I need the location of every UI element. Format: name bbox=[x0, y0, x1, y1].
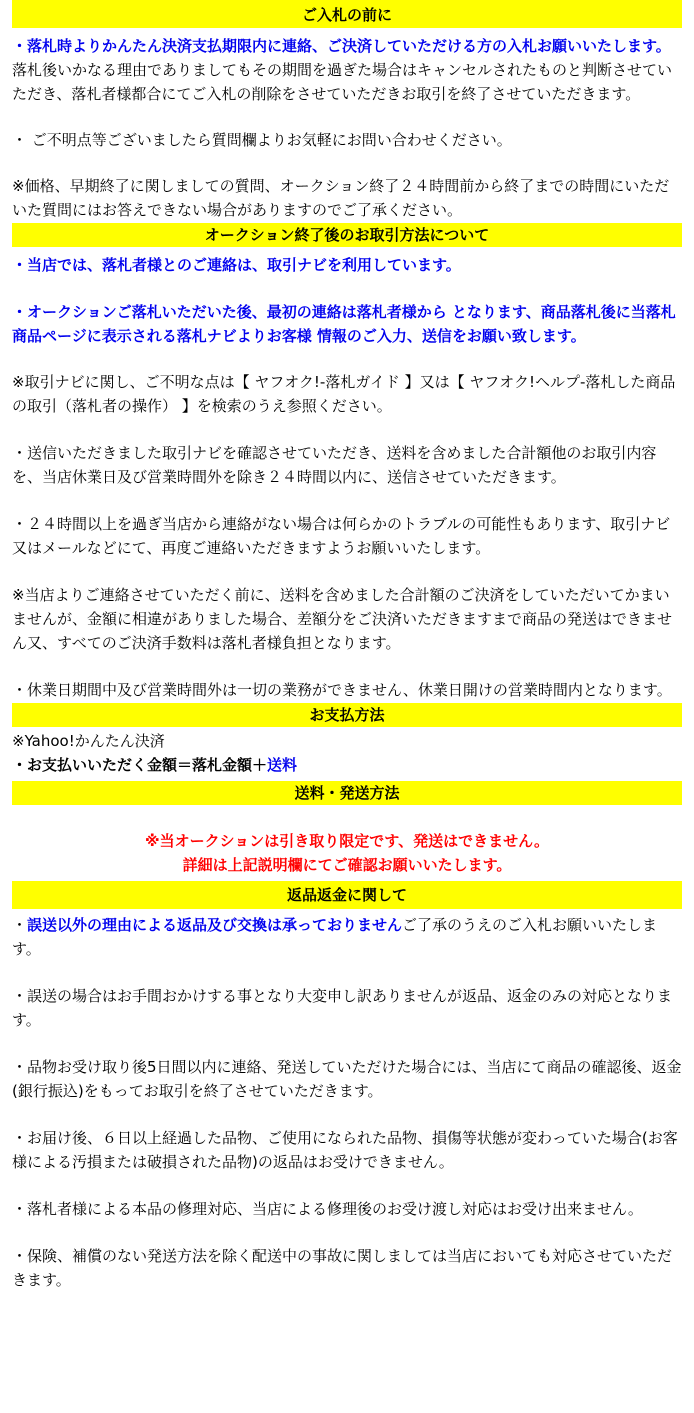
bullet: ・ bbox=[12, 916, 28, 934]
bold-notice: ・オークションご落札いただいた後、最初の連絡は落札者様から となります、商品落札後に当落札商品ページに表示される落札ナビよりお客様 情報のご入力、送信をお願い致します。 bbox=[12, 303, 676, 345]
paragraph: ※Yahoo!かんたん決済 bbox=[12, 732, 165, 750]
section-title: 返品返金に関して bbox=[286, 886, 407, 904]
paragraph: ・お届け後、６日以上経過した品物、ご使用になられた品物、損傷等状態が変わっていた場合(お客様による汚損または破損された品物)の返品はお受けできません。 bbox=[12, 1129, 678, 1171]
section-header-payment bbox=[12, 703, 682, 727]
section-title: お支払方法 bbox=[309, 706, 385, 724]
payment-formula-shipping: 送料 bbox=[267, 756, 298, 774]
section-title: ご入札の前に bbox=[301, 6, 392, 24]
paragraph: ※当店よりご連絡させていただく前に、送料を含めました合計額のご決済をしていただいてかまいませんが、金額に相違がありました場合、差額分をご決済いただきますまで商品の発送はできません又、すべてのご決済手数料は落札者様負担となります。 bbox=[12, 586, 673, 652]
section-header-before-bidding bbox=[12, 0, 682, 28]
returns-policy-highlight: 誤送以外の理由による返品及び交換は承っておりません bbox=[27, 916, 403, 934]
payment-formula-text: ・お支払いいただく金額＝落札金額＋ bbox=[12, 756, 268, 774]
paragraph: ・品物お受け取り後5日間以内に連絡、発送していただけた場合には、当店にて商品の確認後、返金(銀行振込)をもってお取引を終了させていただきます。 bbox=[12, 1058, 682, 1100]
returns-policy-rest: ご了承のうえのご入札お願いいたします。 bbox=[12, 916, 658, 958]
bold-notice: ・落札時よりかんたん決済支払期限内に連絡、ご決済していただける方の入札お願いいたします。 bbox=[12, 37, 671, 55]
pickup-only-detail: 詳細は上記説明欄にてご確認お願いいたします。 bbox=[182, 856, 512, 874]
paragraph: 落札後いかなる理由でありましてもその期間を過ぎた場合はキャンセルされたものと判断させていただき、落札者様都合にてご入札の削除をさせていただきお取引を終了させていただきます。 bbox=[12, 61, 673, 103]
paragraph: ・誤送の場合はお手間おかけする事となり大変申し訳ありませんが返品、返金のみの対応となります。 bbox=[12, 987, 673, 1029]
paragraph: ・落札者様による本品の修理対応、当店による修理後のお受け渡し対応はお受け出来ません。 bbox=[12, 1200, 643, 1218]
section-header-transaction-method bbox=[12, 223, 682, 247]
paragraph: ※取引ナビに関し、ご不明な点は【 ヤフオク!-落札ガイド 】又は【 ヤフオク!ヘルプ-落札した商品の取引（落札者の操作） 】を検索のうえ参照ください。 bbox=[12, 373, 676, 415]
pickup-only-notice: ※当オークションは引き取り限定です、発送はできません。 bbox=[145, 832, 549, 850]
payment-formula bbox=[12, 753, 682, 777]
bold-notice: ・当店では、落札者様とのご連絡は、取引ナビを利用しています。 bbox=[12, 256, 461, 274]
returns-policy bbox=[12, 913, 682, 961]
paragraph: ・保険、補償のない発送方法を除く配送中の事故に関しましては当店においても対応させていただきます。 bbox=[12, 1247, 673, 1289]
section-header-shipping bbox=[12, 781, 682, 805]
section-title: 送料・発送方法 bbox=[294, 784, 400, 802]
paragraph: ※価格、早期終了に関しましての質問、オークション終了２４時間前から終了までの時間にいただいた質問にはお答えできない場合がありますのでご了承ください。 bbox=[12, 177, 670, 219]
paragraph: ・送信いただきました取引ナビを確認させていただき、送料を含めました合計額他のお取引内容を、当店休業日及び営業時間外を除き２４時間以内に、送信させていただきます。 bbox=[12, 444, 657, 486]
paragraph: ・ ご不明点等ございましたら質問欄よりお気軽にお問い合わせください。 bbox=[12, 131, 512, 149]
section-title: オークション終了後のお取引方法について bbox=[204, 226, 490, 244]
paragraph: ・休業日期間中及び営業時間外は一切の業務ができません、休業日開けの営業時間内となります。 bbox=[12, 681, 672, 699]
section-header-returns bbox=[12, 881, 682, 909]
paragraph: ・２４時間以上を過ぎ当店から連絡がない場合は何らかのトラブルの可能性もあります、取引ナビ又はメールなどにて、再度ご連絡いただきますようお願いいたします。 bbox=[12, 515, 671, 557]
